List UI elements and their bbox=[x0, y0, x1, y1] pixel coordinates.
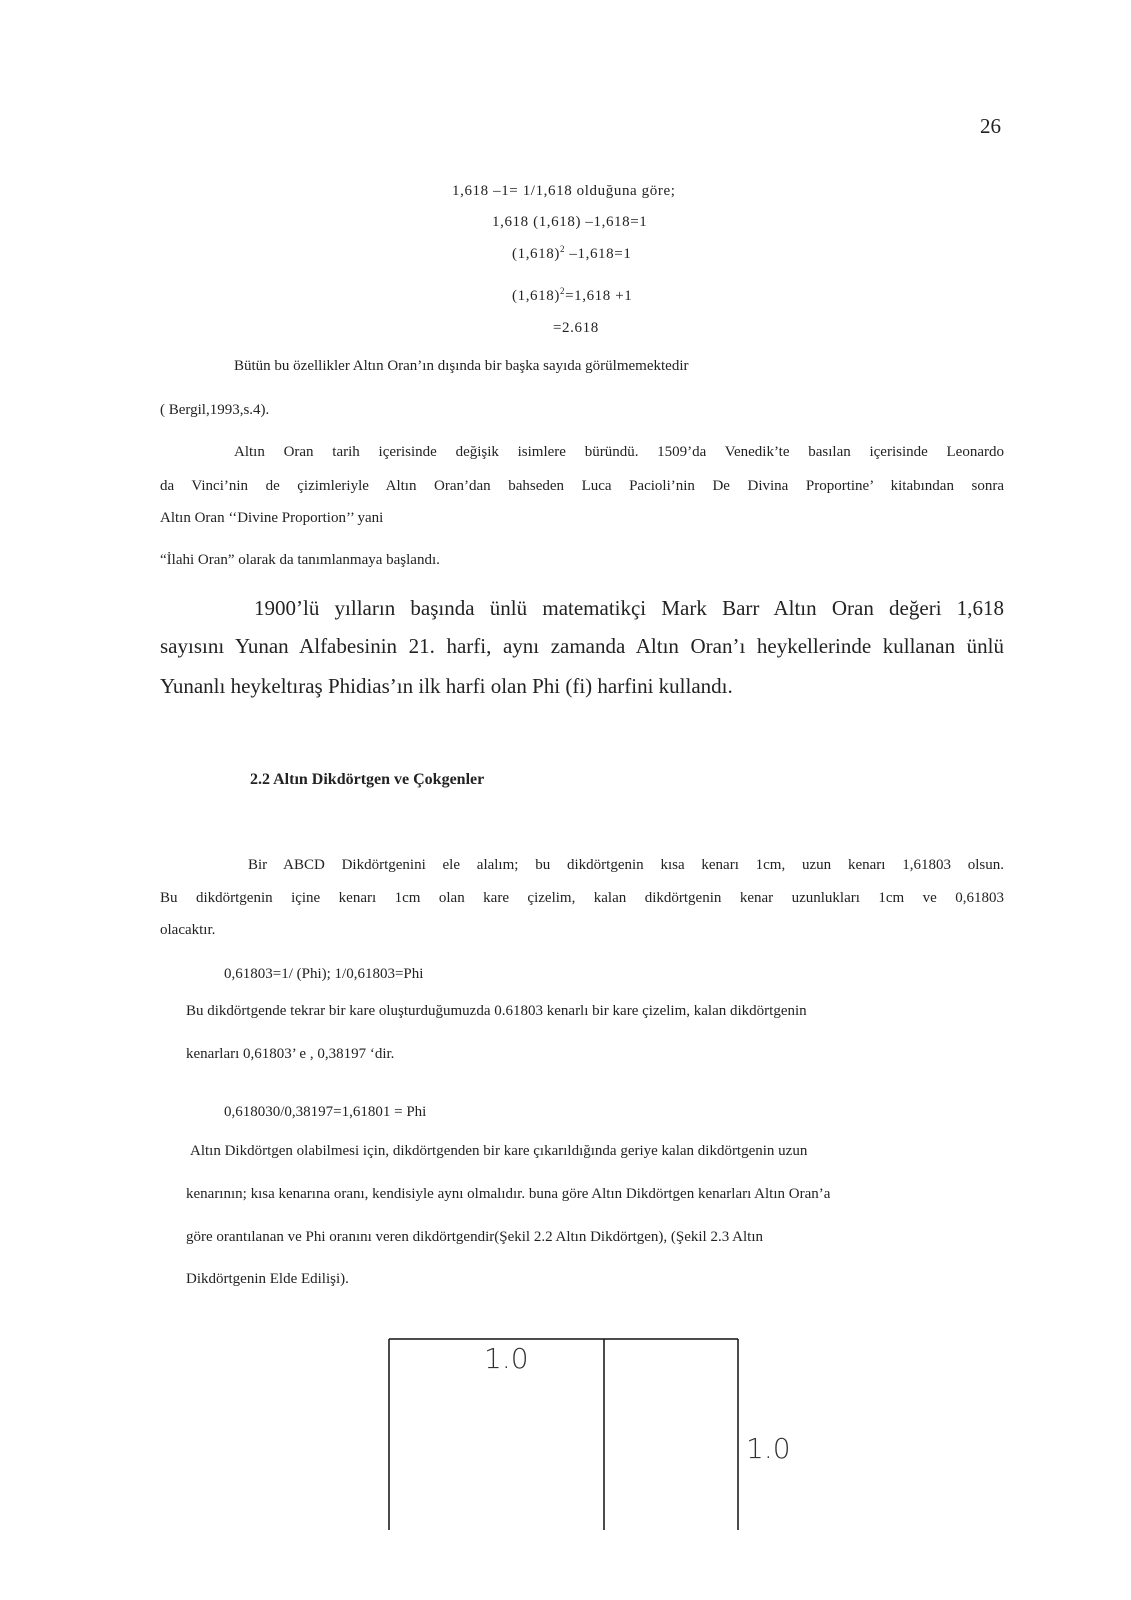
paragraph-6-line-3: göre orantılanan ve Phi oranını veren dikdörtgendir(Şekil 2.2 Altın Dikdörtgen), (Şekil 2.3 Altın bbox=[186, 1229, 763, 1245]
equation-line-3 bbox=[512, 246, 631, 263]
equation-line-4 bbox=[512, 288, 632, 305]
paragraph-4-line-1: Bir ABCD Dikdörtgenini ele alalım; bu dikdörtgenin kısa kenarı 1cm, uzun kenarı 1,61803 olsun. bbox=[248, 857, 1004, 873]
paragraph-3-line-1: 1900’lü yılların başında ünlü matematikçi Mark Barr Altın Oran değeri 1,618 bbox=[254, 596, 1004, 620]
equation-4-exponent: 2 bbox=[559, 286, 566, 296]
figure-label-side: 1.0 bbox=[746, 1432, 791, 1465]
equation-4-rest: =1,618 +1 bbox=[565, 288, 633, 304]
page-number: 26 bbox=[980, 114, 1001, 138]
paragraph-4-line-2: Bu dikdörtgenin içine kenarı 1cm olan kare çizelim, kalan dikdörtgenin kenar uzunlukları 1cm ve 0,61803 bbox=[160, 890, 1004, 906]
equation-line-1: 1,618 –1= 1/1,618 olduğuna göre; bbox=[452, 183, 676, 199]
paragraph-2-line-1: Altın Oran tarih içerisinde değişik isimlere büründü. 1509’da Venedik’te basılan içerisinde Leonardo bbox=[234, 444, 1004, 460]
paragraph-3-line-2: sayısını Yunan Alfabesinin 21. harfi, aynı zamanda Altın Oran’ı heykellerinde kullanan ünlü bbox=[160, 634, 1004, 658]
formula-1: 0,61803=1/ (Phi); 1/0,61803=Phi bbox=[224, 966, 424, 982]
paragraph-6-line-4: Dikdörtgenin Elde Edilişi). bbox=[186, 1271, 349, 1287]
section-heading: 2.2 Altın Dikdörtgen ve Çokgenler bbox=[250, 771, 485, 788]
equation-3-rest: –1,618=1 bbox=[565, 246, 632, 262]
equation-3-exponent: 2 bbox=[559, 244, 566, 254]
equation-3-base: (1,618) bbox=[512, 246, 560, 262]
paragraph-6-line-2: kenarının; kısa kenarına oranı, kendisiyle aynı olmalıdır. buna göre Altın Dikdörtgen kenarları Altın Oran’a bbox=[186, 1186, 831, 1202]
paragraph-2-line-4: “İlahi Oran” olarak da tanımlanmaya başlandı. bbox=[160, 552, 440, 568]
paragraph-1-line-1: Bütün bu özellikler Altın Oran’ın dışında bir başka sayıda görülmemektedir bbox=[234, 358, 689, 374]
formula-2: 0,618030/0,38197=1,61801 = Phi bbox=[224, 1104, 427, 1120]
equation-line-2: 1,618 (1,618) –1,618=1 bbox=[492, 214, 648, 230]
paragraph-5-line-1: Bu dikdörtgende tekrar bir kare oluşturduğumuzda 0.61803 kenarlı bir kare çizelim, kalan dikdörtgenin bbox=[186, 1003, 807, 1019]
paragraph-6-line-1: Altın Dikdörtgen olabilmesi için, dikdörtgenden bir kare çıkarıldığında geriye kalan dikdörtgenin uzun bbox=[190, 1143, 808, 1159]
equation-line-5: =2.618 bbox=[553, 320, 599, 336]
paragraph-1-line-2: ( Bergil,1993,s.4). bbox=[160, 402, 270, 418]
paragraph-5-line-2: kenarları 0,61803’ e , 0,38197 ‘dir. bbox=[186, 1046, 395, 1062]
paragraph-4-line-3: olacaktır. bbox=[160, 922, 216, 938]
equation-4-base: (1,618) bbox=[512, 288, 560, 304]
paragraph-2-line-3: Altın Oran ‘‘Divine Proportion’’ yani bbox=[160, 510, 384, 526]
figure-label-top: 1.0 bbox=[484, 1342, 529, 1375]
paragraph-3-line-3: Yunanlı heykeltıraş Phidias’ın ilk harfi olan Phi (fi) harfini kullandı. bbox=[160, 674, 733, 698]
paragraph-2-line-2: da Vinci’nin de çizimleriyle Altın Oran’dan bahseden Luca Pacioli’nin De Divina Proportine’ kitabından sonra bbox=[160, 478, 1004, 494]
golden-rectangle-figure bbox=[380, 1330, 820, 1530]
